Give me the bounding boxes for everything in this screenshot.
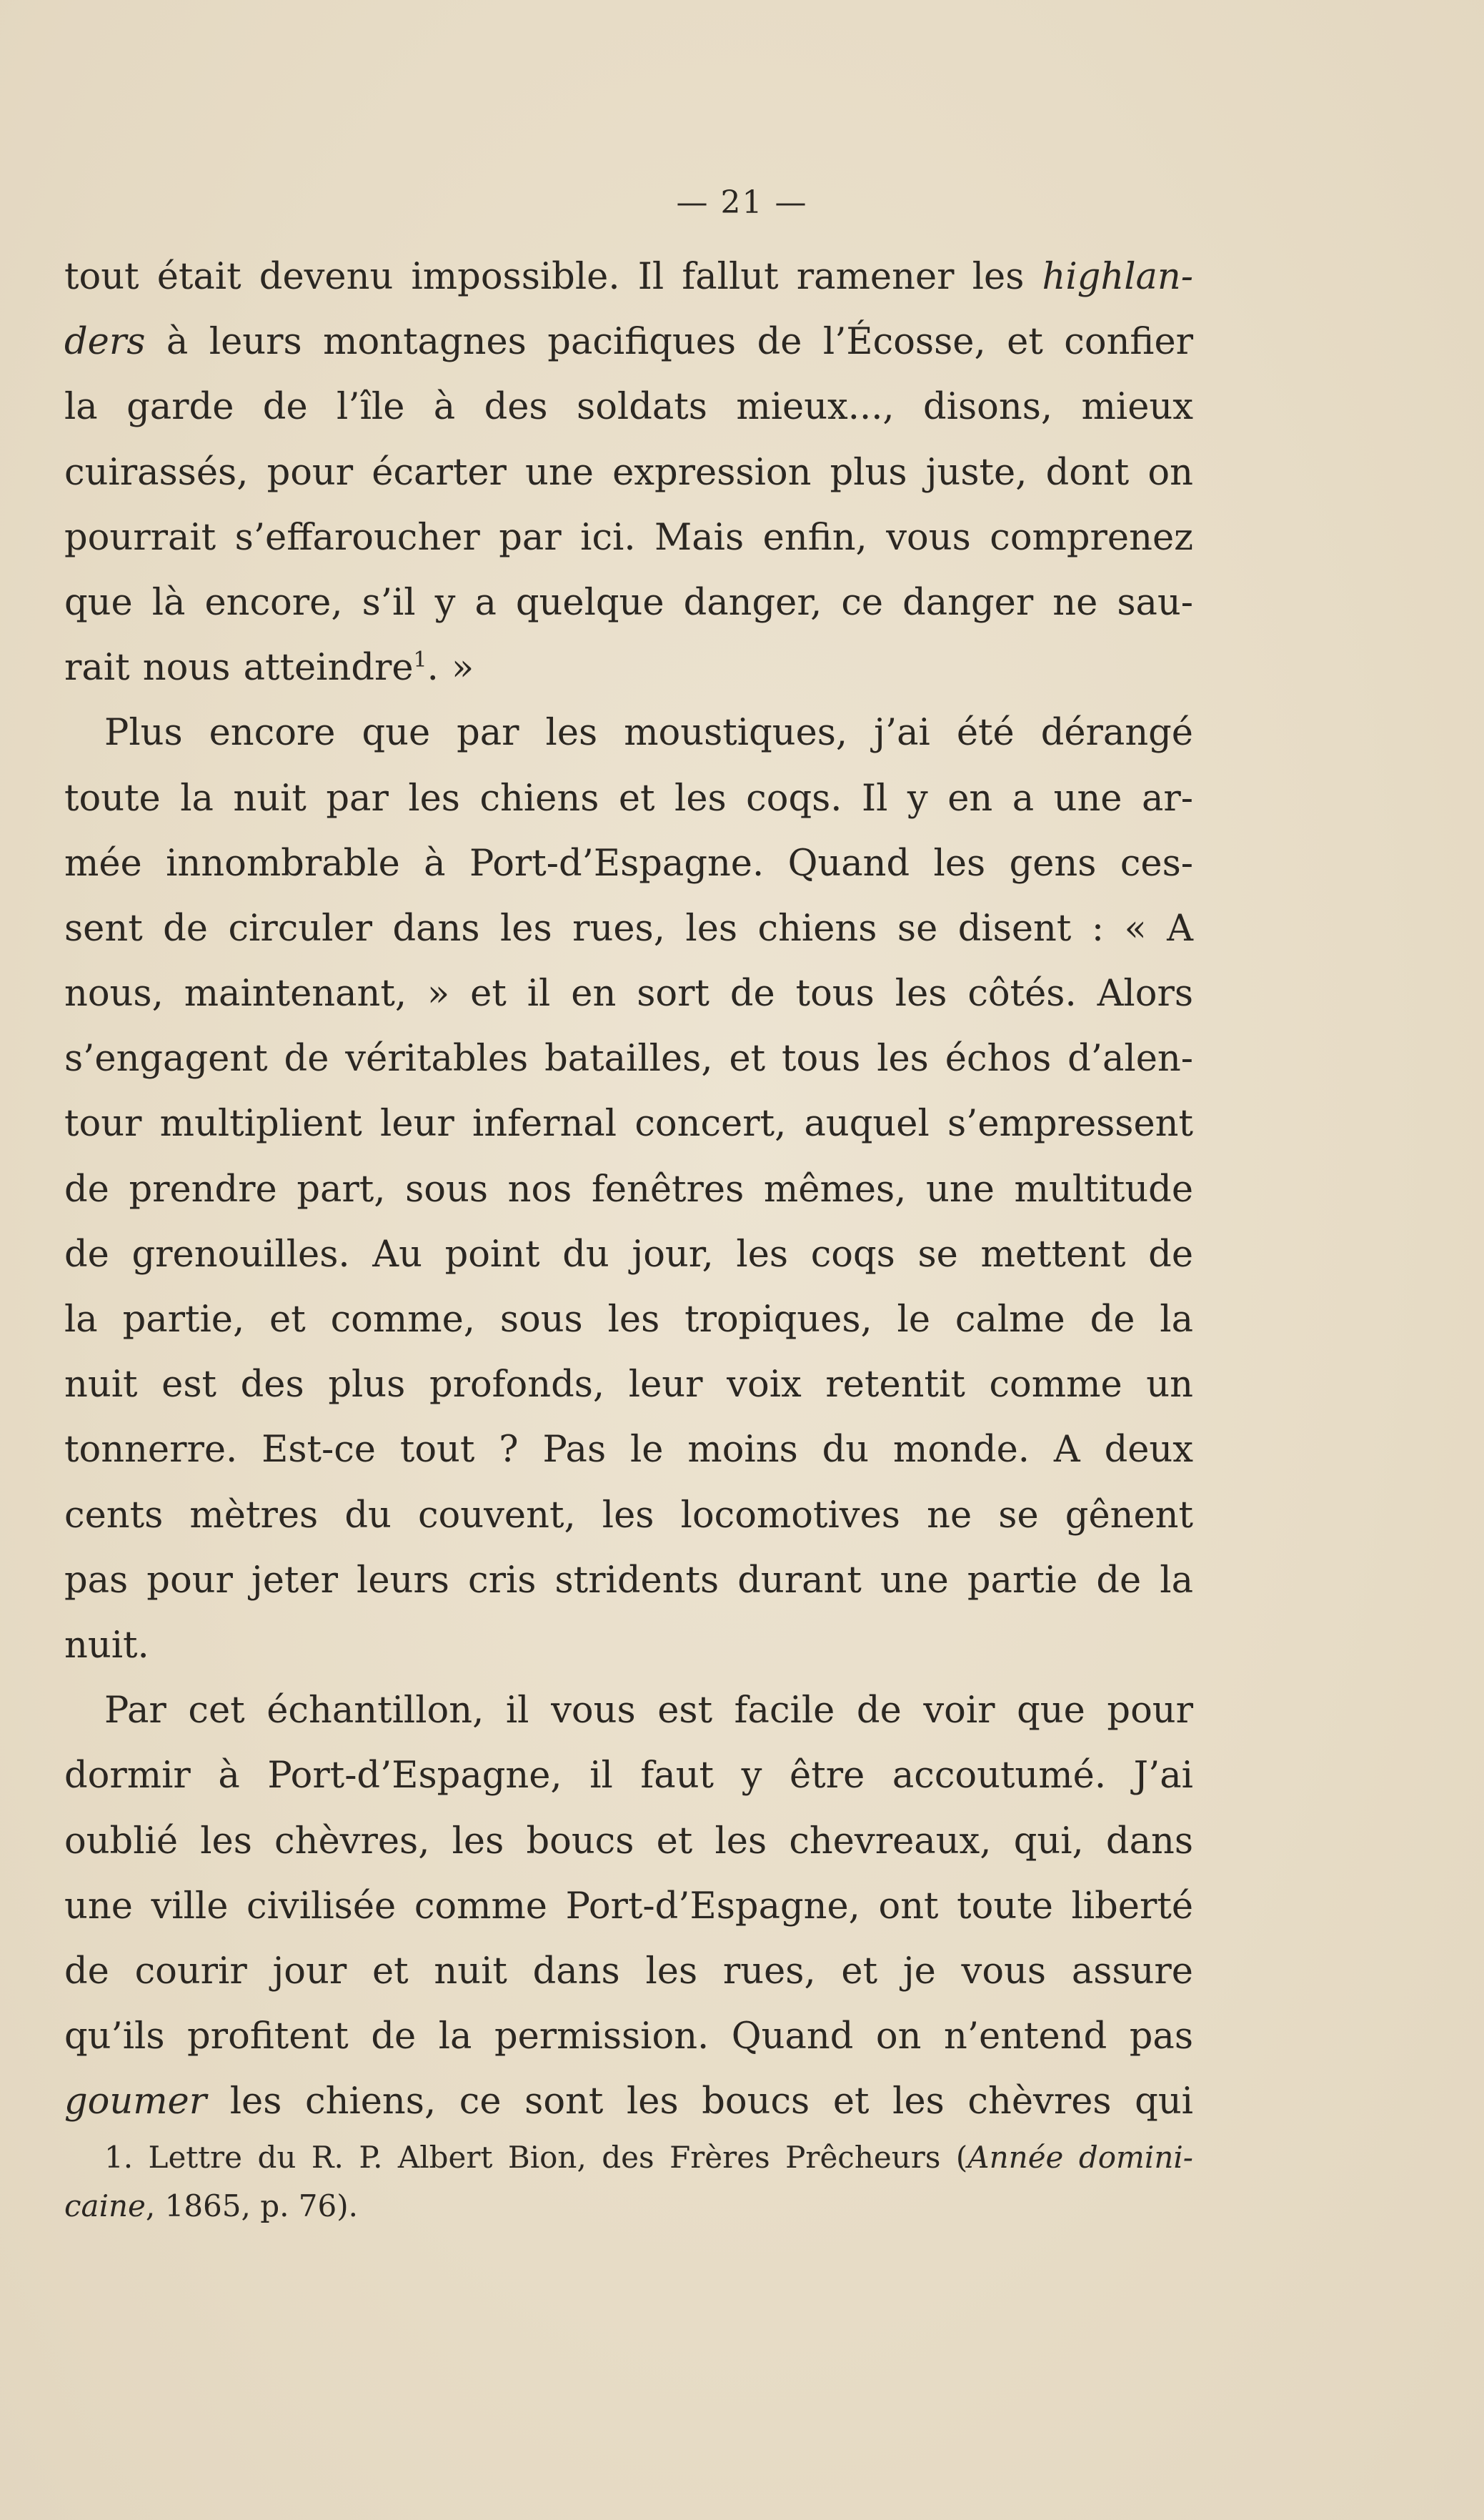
text-line: la garde de l’île à des soldats mieux..., disons, mieux (64, 386, 1193, 429)
italic-term: highlan- (1042, 256, 1193, 298)
text-line (64, 309, 1193, 374)
text-line (64, 635, 1193, 700)
text-span: Lettre du R. P. Albert Bion, des Frères Prêcheurs ( (133, 2140, 968, 2175)
footnote-line (64, 2133, 1193, 2182)
text-line: qu’ils profitent de la permission. Quand on n’entend pas (64, 2015, 1193, 2058)
text-line: de grenouilles. Au point du jour, les coqs se mettent de (64, 1233, 1193, 1276)
text-span: tout était devenu impossible. Il fallut ramener les (64, 256, 1042, 298)
text-line: toute la nuit par les chiens et les coqs. Il y en a une ar- (64, 777, 1193, 820)
text-line: tour multiplient leur infernal concert, auquel s’empressent (64, 1103, 1193, 1146)
text-line: nous, maintenant, » et il en sort de tous les côtés. Alors (64, 973, 1193, 1016)
text-line: sent de circuler dans les rues, les chiens se disent : « A (64, 907, 1193, 950)
text-line: s’engagent de véritables batailles, et tous les échos d’alen- (64, 1038, 1193, 1081)
text-line: que là encore, s’il y a quelque danger, ce danger ne sau- (64, 581, 1193, 624)
text-line (64, 244, 1193, 309)
italic-term: Année domini- (967, 2140, 1193, 2175)
body-text (64, 244, 1193, 2134)
text-line: pourrait s’effaroucher par ici. Mais enfin, vous comprenez (64, 516, 1193, 559)
text-line: dormir à Port-d’Espagne, il faut y être accoutumé. J’ai (64, 1755, 1193, 1797)
footnote (64, 2133, 1193, 2231)
page-number: — 21 — (676, 184, 808, 221)
text-span: à leurs montagnes pacifiques de l’Écosse, et confier (145, 321, 1193, 364)
footnote-number: 1. (104, 2140, 134, 2175)
text-line: de prendre part, sous nos fenêtres mêmes, une multitude (64, 1168, 1193, 1211)
footnote-line (64, 2182, 1193, 2231)
text-line: oublié les chèvres, les boucs et les chevreaux, qui, dans (64, 1820, 1193, 1862)
text-line: une ville civilisée comme Port-d’Espagne, ont toute liberté (64, 1885, 1193, 1928)
text-line: mée innombrable à Port-d’Espagne. Quand les gens ces- (64, 842, 1193, 885)
text-line: cuirassés, pour écarter une expression plus juste, dont on (64, 451, 1193, 494)
text-line: nuit est des plus profonds, leur voix retentit comme un (64, 1364, 1193, 1407)
text-line: pas pour jeter leurs cris stridents durant une partie de la (64, 1559, 1193, 1602)
text-span: rait nous atteindre (64, 647, 414, 690)
italic-term: ders (64, 321, 146, 364)
text-line: tonnerre. Est-ce tout ? Pas le moins du monde. A deux (64, 1429, 1193, 1472)
italic-term: goumer (64, 2080, 207, 2123)
italic-term: caine (64, 2188, 146, 2223)
text-line (64, 2069, 1193, 2134)
text-line: Par cet échantillon, il vous est facile de voir que pour (104, 1690, 1193, 1732)
footnote-ref: 1 (413, 648, 427, 673)
text-span: , 1865, p. 76). (145, 2188, 358, 2223)
text-line: la partie, et comme, sous les tropiques, le calme de la (64, 1299, 1193, 1341)
text-span: les chiens, ce sont les boucs et les chèvres qui (206, 2080, 1193, 2123)
text-line: Plus encore que par les moustiques, j’ai été dérangé (104, 712, 1193, 755)
text-line: de courir jour et nuit dans les rues, et je vous assure (64, 1950, 1193, 1993)
text-line: cents mètres du couvent, les locomotives ne se gênent (64, 1494, 1193, 1537)
text-span: . » (427, 647, 474, 690)
text-line: nuit. (64, 1624, 149, 1667)
